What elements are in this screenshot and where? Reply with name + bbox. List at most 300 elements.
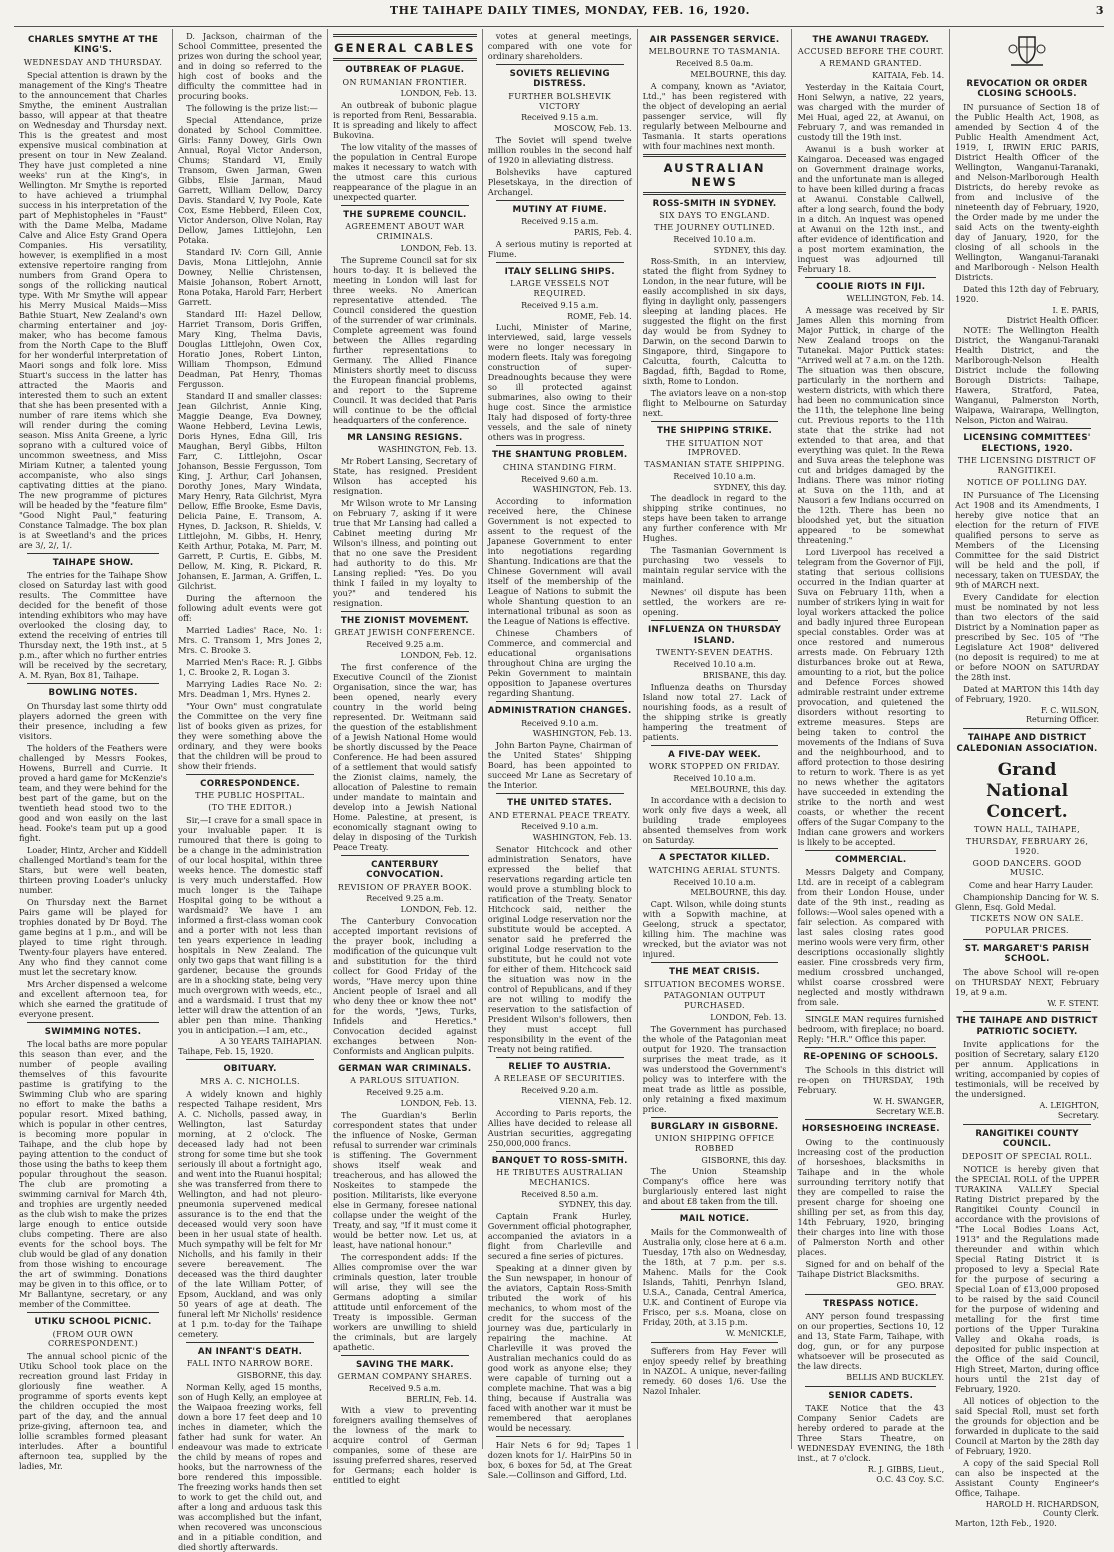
paragraph: The Supreme Council sat for six hours to-day. It is believed the meeting in London will last for three weeks. No American representative attended. The Council considered the question of the surrender of war criminals. Complete agreement was found between the Allies regarding further representations to Germany. The Allied Finance Ministers shortly meet to discuss the European financial problems, and report to the Supreme Council. It was decided that Paris will continue to be the official headquarters of the conference.	[332, 254, 477, 425]
paragraph: Norman Kelly, aged 15 months, son of Hugh Kelly, an employee at the Waipaoa freezing works, fell down a bore 17 feet deep and 10 inches in diameter, which the father had sunk for water. An endeavour was made to extricate the child by means of ropes and hooks, but the narrowness of the bore rendered this impossible. The freezing works hands then set to work to get the child out, and after a long and arduous task this was accomplished but the infant, when recovered was unconscious and in a pitiable condition, and died shortly afterwards.	[178, 1381, 322, 1552]
subheadline: THE JOURNEY OUTLINED.	[654, 223, 775, 232]
signature: F. C. WILSON,	[1040, 705, 1099, 715]
article-infant-death	[178, 1347, 322, 1552]
dateline: LONDON, Feb. 12.	[400, 905, 477, 915]
subheadline: GERMAN COMPANY SHARES.	[337, 1372, 473, 1382]
divider	[341, 205, 469, 206]
paragraph: ANY person found trespassing on our properties, Sections 10, 12 and 13, State Farm, Taihape, with dog, gun, or for any purpose whatsoever will be prosecuted as the law directs.	[797, 1311, 945, 1372]
headline: MAIL NOTICE.	[679, 1214, 750, 1225]
subheadline: UNION SHIPPING OFFICE ROBBED	[654, 1134, 775, 1153]
paragraph: Sir,—I crave for a small space in your invaluable paper. It is rumoured that there is going to be a change in the administration of our local hospital, within three weeks hence. The domestic staff is very much understaffed. How much longer is the Taihape Hospital going to be without a wardsmaid? We have I am informed a first-class woman cook and a porter with not less than ten years experience in leading hospitals in New Zealand. The only two gaps that want filling is a gardener, because the grounds are in a shocking state, being very much overgrown with weeds, etc., and a wardsmaid. I trust that my letter will draw the attention of an abler pen than mine. Thanking you in anticipation.—I am, etc.,	[178, 814, 322, 1035]
headline: MUTINY AT FIUME.	[512, 204, 607, 215]
article-commercial	[797, 855, 944, 1007]
dateline: BERLIN, Feb. 14.	[406, 1394, 477, 1404]
paragraph: On Thursday next the Barnet Pairs game will be played for trophies donated by Dr Boyd. The game begins at 1 p.m., and will be played to time right through. Twenty-four players have entered. Any who find they cannot come must let the secretary know.	[19, 896, 168, 977]
paragraph: Yesterday in the Kaitaia Court, Honi Selwyn, a native, 22 years, was charged with the murder of Mei Huai, aged 22, at Awanui, on February 7, and was remanded in custody till the 19th inst.	[797, 81, 945, 142]
headline: CORRESPONDENCE.	[200, 779, 300, 789]
paragraph: Speaking at a dinner given by the Sun newspaper, in honour of the aviators, Captain Ross-Smith tributed the work of his mechanics, to whom most of the credit for the success of the journey was due, particularly in repairing the machine. At Charleville it was proved the Australian mechanics could do as good work as anyone else; they were capable of turning out a complete machine. That was a big thing, because if Australia was faced with another war it must be remembered that aeroplanes would be necessary.	[487, 1263, 632, 1434]
received-time: Received 9.15 a.m.	[521, 300, 599, 310]
masthead	[14, 4, 1104, 27]
divider	[805, 277, 936, 278]
dateline: MELBOURNE, this day.	[690, 888, 787, 898]
divider	[496, 64, 624, 65]
article-saving-mark	[333, 1360, 477, 1486]
paragraph: TAKE Notice that the 43 Company Senior Cadets are hereby ordered to parade at the Three Stars Theatre, on WEDNESDAY EVENING, the 18th inst., at 7 o'clock.	[797, 1403, 945, 1464]
divider	[341, 1059, 469, 1060]
masthead-title: THE TAIHAPE DAILY TIMES, MONDAY, FEB. 16, 1920.	[389, 4, 750, 17]
dateline: WELLINGTON, Feb. 14.	[846, 294, 945, 304]
paragraph: "Your Own" must congratulate the Committee on the very fine list of books given as prizes, for they were something above the ordinary, and they were books that the children will be proud to show their friends.	[178, 701, 322, 771]
divider	[805, 1047, 936, 1048]
headline: BANQUET TO ROSS-SMITH.	[491, 1155, 628, 1166]
paragraph: Mr Wilson wrote to Mr Lansing on February 7, asking if it were true that Mr Lansing had called a Cabinet meeting during Mr Wilson's illness, and pointing out that no one save the President had authority to do this. Mr Lansing replied: "Yes. Do you think I failed in my loyalty to you?" and tendered his resignation.	[332, 497, 477, 608]
coat-of-arms-icon	[955, 33, 1099, 75]
paragraph: IN Pursuance of The Licensing Act 1908 and its Amendments, I hereby give notice that an election for the return of FIVE qualified persons to serve as Members of the Licensing Committee for the said District will be held and the poll, if necessary, taken on TUESDAY, the 9th of MARCH next.	[955, 489, 1099, 590]
paragraph: Invite applications for the position of Secretary, salary £120 per annum. Applications in writing, accompanied by copies of testimonials, will be received by the undersigned.	[955, 1039, 1099, 1100]
headline: COMMERCIAL.	[835, 854, 907, 865]
article-air-passenger	[643, 35, 787, 151]
headline: SWIMMING NOTES.	[44, 1026, 142, 1037]
article-bowling	[19, 688, 167, 1018]
received-time: Received 9.15 a.m.	[521, 113, 599, 123]
headline: THE SHIPPING STRIKE.	[656, 426, 773, 437]
divider	[186, 1342, 314, 1343]
paragraph: The entries for the Taihape Show closed on Saturday last with good results. The Committee have decided for the benefit of those intending exhibitors who may have overlooked the closing day, to extend the receiving of entries till Thursday next, the 19th inst., at 5 p.m., after which no further entries will be received by the secretary, A. M. Ryan, Box 81, Taihape.	[19, 570, 168, 681]
divider	[27, 683, 159, 684]
headline: RELIEF TO AUSTRIA.	[508, 1061, 612, 1072]
signature: HAROLD H. RICHARDSON,	[985, 1499, 1099, 1509]
headline: CHARLES SMYTHE AT THE KING'S.	[27, 35, 159, 56]
received-time: Received 9.5 a.m.	[368, 1383, 441, 1393]
headline: THE AWANUI TRAGEDY.	[812, 35, 930, 45]
paragraph: D. Jackson, chairman of the School Committee, presented the prizes won during the school year, and in doing so referred to the high cost of books and the difficulty the committee had in procuring books.	[178, 31, 322, 101]
signature-date: Taihape, Feb. 15, 1920.	[178, 1046, 274, 1056]
divider	[651, 620, 779, 621]
divider	[963, 728, 1091, 729]
headline: SENIOR CADETS.	[828, 1390, 914, 1401]
article-meat-crisis	[643, 967, 787, 1113]
paragraph: Standard IV: Corn Gill, Annie Davis, Mona Littlejohn, Annie Downey, Nellie Christensen, Maisie Johanson, Robert Arnott, Rona Potaka, Harold Farr, Herbert Garrett.	[178, 247, 322, 307]
signature-title: County Clerk.	[1042, 1509, 1099, 1519]
dateline: MELBOURNE, this day.	[690, 784, 787, 794]
signature: A 30 YEARS TAIHAPIAN.	[220, 1036, 322, 1046]
article-austria	[488, 1062, 632, 1148]
signature-date: Marton, 12th Feb., 1920.	[955, 1519, 1057, 1529]
paragraph: The Government has purchased the whole of the Patagonian meat output for 1920. The transaction surprises the meat trade, as it was understood the Government's policy was to interfere with the meat trade as little as possible, only retaining a fixed maximum price.	[642, 1023, 787, 1114]
received-time: Received 10.10 a.m.	[673, 234, 756, 244]
subheadline: WEDNESDAY AND THURSDAY.	[23, 57, 163, 67]
subheadline: TASMANIAN STATE SHIPPING.	[644, 460, 785, 470]
divider	[805, 1386, 936, 1387]
headline: ROSS-SMITH IN SYDNEY.	[652, 198, 777, 209]
paragraph: A widely known and highly respected Taihape resident, Mrs A. C. Nicholls, passed away, in Wellington, last Saturday morning, at 2 o'clock. The deceased lady had not been strong for some time but she took seriously ill about a fortnight ago, and went into the Ruanui hospital; she was transferred from there to Wellington, and had not pleuro-pneumonia supervened medical assurance is to the end that the deceased would very soon have been in her usual state of health. Much sympathy will be felt for Mr Nicholls, and his family in their severe bereavement. The deceased was the third daughter of the late William Potter, of Epsom, Auckland, and was only 50 years of age at death. The funeral left Mr Nicholls' residence at 1 p.m. to-day for the Taihape cemetery.	[178, 1088, 322, 1339]
subheadline: A RELEASE OF SECURITIES.	[494, 1074, 626, 1084]
notice-licensing	[955, 433, 1099, 725]
divider	[496, 262, 624, 263]
column-2	[173, 29, 328, 1552]
notice-revocation	[955, 79, 1099, 425]
article-swimming	[19, 1027, 167, 1309]
divider	[651, 1342, 779, 1343]
subheadline: (TO THE EDITOR.)	[208, 803, 292, 813]
paragraph: In accordance with a decision to work only five days a week, all building trade employees absented themselves from work on Saturday.	[642, 795, 787, 846]
article-obituary	[178, 1064, 322, 1338]
subheadline: THE LICENSING DISTRICT OF RANGITIKEI.	[957, 456, 1097, 476]
signature: W. F. STENT.	[1047, 998, 1099, 1008]
headline: AN INFANT'S DEATH.	[197, 1346, 303, 1357]
paragraph: The Soviet will spend twelve million roubles in the second half of 1920 in alleviating distress.	[487, 134, 632, 165]
dateline: SYDNEY, this day.	[713, 482, 787, 492]
subheadline: GREAT JEWISH CONFERENCE.	[334, 628, 476, 638]
article-italy-ships	[488, 267, 632, 442]
paragraph: The low vitality of the masses of the population in Central Europe makes it necessary to watch with the utmost care this curious reappearance of the plague in an unexpected quarter.	[332, 142, 477, 202]
paragraph: votes at general meetings, compared with one vote for ordinary shareholders.	[487, 31, 632, 61]
column-4	[483, 29, 638, 1481]
divider	[27, 1312, 159, 1313]
subheadline: ON RUMANIAN FRONTIER.	[342, 77, 468, 87]
received-time: Received 10.10 a.m.	[673, 660, 756, 670]
divider	[496, 701, 624, 702]
article-plague	[333, 65, 477, 202]
paragraph: The annual school picnic of the Utiku School took place on the recreation ground last Friday in gloriously fine weather. A programme of sports events kept the children occupied the most part of the day, and the annual prize-giving, afternoon tea, and lollie scrambles formed pleasant interludes. After a bountiful afternoon tea, supplied by the ladies, Mr.	[19, 1351, 168, 1472]
paragraph: IN pursuance of Section 18 of the Public Health Act, 1908, as amended by Section 4 of the Public Health Amendment Act, 1919, I, IRWIN ERIC PARIS, District Health Officer of the Wellington, Wanganui-Taranaki, and Nelson-Marlborough Health Districts, do hereby revoke as from and inclusive of the nineteenth day of February, 1920, the Order made by me under the said Acts on the twenty-eighth day of January, 1920, for the closing of all schools in the Wellington, Wanganui-Taranaki and Marlborough - Nelson Health Districts.	[955, 101, 1099, 282]
article-smythe	[19, 35, 167, 550]
headline: THE TAIHAPE AND DISTRICT PATRIOTIC SOCIETY.	[956, 1016, 1098, 1037]
headline: MR LANSING RESIGNS.	[347, 432, 463, 443]
subheadline: FALL INTO NARROW BORE.	[186, 1359, 314, 1369]
divider	[496, 793, 624, 794]
signature: GEO. BRAY.	[896, 1280, 945, 1290]
dateline: LONDON, Feb. 13.	[400, 1098, 477, 1108]
article-correspondence	[178, 779, 322, 1056]
divider	[496, 445, 624, 446]
paragraph: Chinese Chambers of Commerce, and commercial and educational organisations throughout China are urging the Pekin Government to maintain opposition to Japanese overtures regarding Shantung.	[487, 628, 632, 699]
subheadline: A REMAND GRANTED.	[819, 59, 922, 69]
received-time: Received 9.25 a.m.	[366, 1088, 444, 1098]
divider	[651, 421, 779, 422]
subheadline: AND ETERNAL PEACE TREATY.	[488, 810, 631, 820]
paragraph: Standard II and smaller classes: Jean Gilchrist, Annie King, Maggie Deange, Eva Downey, Waone Hebberd, Levina Lewis, Doris Hynes, Edna Gill, Iris Maughan, Beryl Gibbs, Hilton Farr, C. Littlejohn, Oscar Johanson, Bessie Fergusson, Tom King, J. Arthur, Carl Johansen, Dorothy Jones, Mary Windata, Mary Henry, Rata Gilchrist, Myra Dellow, Effie Brooke, Esme Davis, Delicia Paine, E. Transom, A. Hynes, D. Jackson, R. Shields, V. Littlejohn, M. Gibbs, H. Henry, Keith Arthur, Potaka, M. Parr, M. Garrett, P. Curtis, E. Gibbs, M. Dellow, M. King, R. Pickard, R. Johansen, E. Jarman, A. Griffen, L. Gilchrist.	[178, 391, 322, 591]
paragraph: The Union Steamship Company's office here was burglariously entered last night and about £8 taken from the till.	[642, 1166, 787, 1207]
received-time: Received 9.20 a.m.	[521, 1086, 599, 1096]
received-time: Received 9.10 a.m.	[521, 718, 599, 728]
subheadline: DEPOSIT OF SPECIAL ROLL.	[961, 1151, 1093, 1161]
divider	[333, 58, 477, 61]
dateline: SYDNEY, this day.	[558, 1200, 632, 1210]
article-united-states	[488, 798, 632, 1054]
section-title: AUSTRALIAN NEWS	[663, 160, 766, 189]
signature: I. E. PARIS,	[1052, 305, 1099, 315]
headline: BOWLING NOTES.	[48, 688, 138, 699]
article-zionist	[333, 616, 477, 852]
column-5	[638, 29, 793, 1449]
dateline: WASHINGTON, Feb. 13.	[377, 445, 477, 455]
notice-patriotic-society	[955, 1016, 1099, 1120]
divider	[496, 1151, 624, 1152]
article-influenza	[643, 625, 787, 741]
subheadline: THE SITUATION NOT IMPROVED.	[666, 438, 763, 458]
column-6	[792, 29, 950, 1485]
dateline: LONDON, Feb. 13.	[400, 89, 477, 99]
divider	[341, 428, 469, 429]
notice-rangitikei	[955, 1129, 1099, 1529]
divider	[186, 774, 314, 775]
paragraph: The following is the prize list:—	[186, 103, 318, 113]
paragraph: According to Paris reports, the Allies have decided to release all Austrian securities, aggregating 250,000,000 francs.	[487, 1107, 632, 1148]
columns	[14, 29, 1104, 1552]
article-awanui	[797, 35, 944, 274]
advertisement: Sufferers from Hay Fever will enjoy speedy relief by breathing in NAZOL. A unique, never-failing remedy. 60 doses 1/6. Use the Nazol Inhaler.	[642, 1345, 787, 1396]
subheadline: FURTHER BOLSHEVIK VICTORY	[508, 91, 612, 111]
article-utiku-picnic	[19, 1317, 167, 1471]
page-number: 3	[1095, 4, 1104, 17]
ad-caledonian-concert	[955, 733, 1099, 935]
subheadline: (FROM OUR OWN CORRESPONDENT.)	[48, 1329, 139, 1349]
divider	[963, 939, 1091, 940]
dateline: PARIS, Feb. 4.	[574, 228, 632, 238]
headline: AIR PASSENGER SERVICE.	[649, 35, 780, 45]
signature: W. McNICKLE,	[725, 1328, 787, 1338]
headline: TAIHAPE AND DISTRICT CALEDONIAN ASSOCIATION.	[956, 733, 1098, 754]
paragraph: The aviators leave on a non-stop flight to Melbourne on Saturday next.	[642, 388, 787, 419]
paragraph: Special attention is drawn by the management of the King's Theatre to the announcement that Charles Smythe, the eminent Australian basso, will appear at that theatre on Wednesday and Thursday next. This is the greatest and most expensive musical combination at present on tour in New Zealand. They have just completed a nine weeks' run at the King's, in Wellington. Mr Smythe is reported to have achieved a triumphal success in his interpretation of the part of Mephistopheles in "Faust" with the Dame Melba, Madame Calve and Alice Esty Grand Opera Companies. His versatility, however, is exemplified in a most extensive repertoire ranging from numbers from Grand Opera to songs of the rollicking nautical type. With Mr Smythe will appear his Merry Musical Maids—Miss Bathie Stuart, New Zealand's own charming entertainer and joy-maker, who has become famous from the North Cape to the Bluff for her wonderful interpretation of Maori songs and folk lore. Miss Stuart's success in the latter has attracted the Maoris and interested them to such an extent that she has been presented with a number of rare items which she will render during the coming season. Miss Anita Greene, a lyric soprano with a cultured voice of uncommon sweetness, and Miss Miriam Kutner, a talented young accompaniste, who also sings captivating ditties at the piano. The new programme of pictures will be headed by the "feature film" "Good Night Paul," featuring Constance Talmadge. The box plan is at Sweetland's and the prices are 3/, 2/, 1/.	[19, 69, 168, 550]
divider	[186, 1059, 314, 1060]
headline: UTIKU SCHOOL PICNIC.	[34, 1317, 152, 1328]
paragraph: A copy of the said Special Roll can also be inspected at the Assistant County Engineer's Office, Taihape.	[955, 1457, 1099, 1498]
column-1	[14, 29, 173, 1472]
signature-title: Secretary W.E.B.	[875, 1106, 945, 1116]
received-time: Received 10.10 a.m.	[673, 471, 756, 481]
article-fiume	[488, 205, 632, 259]
paragraph: Awanui is a bush worker at Kaingaroa. Deceased was engaged on Government drainage works, and the unfortunate man is alleged to have been killed during a fracas at Awanui. Constable Callwell, after a long search, found the body in a ditch. An inquest was opened at Awanui on the 12th inst., and after evidence of identification and a post mortem examination, the inquest was adjourned till February 18.	[797, 143, 945, 274]
divider	[333, 34, 477, 37]
paragraph: SINGLE MAN requires furnished bedroom, with fireplace; no board. Reply: "H.R." Office this paper.	[797, 1014, 945, 1045]
headline: ITALY SELLING SHIPS.	[504, 266, 615, 277]
divider	[496, 1436, 624, 1437]
subheadline: THE PUBLIC HOSPITAL.	[195, 791, 305, 801]
paragraph: Every Candidate for election must be nominated by not less than two electors of the said District by a Nomination paper as prescribed by Sec. 105 of "The Legislature Act 1908" delivered (no deposit is required) to me at or before NOON on SATURDAY the 28th inst.	[955, 591, 1099, 682]
signature-title: Secretary.	[1057, 1111, 1099, 1121]
paragraph: Mr Robert Lansing, Secretary of State, has resigned. President Wilson has accepted his resignation.	[332, 455, 477, 496]
headline: TRESPASS NOTICE.	[823, 1298, 919, 1309]
dateline: WASHINGTON, Feb. 13.	[532, 833, 632, 843]
divider	[805, 1294, 936, 1295]
article-administration	[488, 706, 632, 790]
received-time: Received 8.5 0a.m.	[675, 59, 754, 69]
divider	[643, 192, 787, 195]
headline: THE ZIONIST MOVEMENT.	[340, 615, 469, 626]
headline: THE UNITED STATES.	[507, 798, 613, 809]
paragraph: Messrs Dalgety and Company, Ltd. are in receipt of a cablegram from their London House, under date of the 9th inst., reading as follows:—Wool sales opened with a fair selection. As compared with last sales closing rates good merino wools were very firm, other descriptions occasionally slightly easier. Fine crossbreds very firm, medium crossbred unchanged, whilst coarse crossbred were neglected and mostly withdrawn from sale.	[797, 867, 945, 1008]
divider	[805, 1010, 936, 1011]
article-shipping-strike	[643, 426, 787, 617]
subheadline: THURSDAY, FEBRUARY 26, 1920.	[965, 837, 1089, 856]
notice-st-margarets	[955, 944, 1099, 1009]
subheadline: MELBOURNE TO TASMANIA.	[648, 47, 781, 57]
paragraph: The first conference of the Executive Council of the Zionist Organisation, since the war, has been opened, nearly every country in the world being represented. Dr. Weitmann said the question of the establishment of a Jewish National Home would be shortly discussed by the Peace Conference. He had been assured of a settlement that would satisfy the Zionist claims, namely, the allocation of Palestine to remain under mandate to maintain and develop into a Jewish National Home. Palestine, at present, is economically stagnant owing to delay in disposing of the Turkish Peace Treaty.	[332, 661, 477, 852]
section-title: GENERAL CABLES	[334, 41, 476, 55]
dateline: LONDON, Feb. 12.	[400, 650, 477, 660]
headline: COOLIE RIOTS IN FIJI.	[816, 281, 926, 292]
paragraph: The above School will re-open on THURSDAY NEXT, February 19, at 9 a.m.	[955, 966, 1099, 997]
paragraph: Mails for the Commonwealth of Australia only, close here at 6 a.m. Tuesday, 17th also on Wednesday, the 18th, at 7 p.m. per s.s. Mahenc. Mails for the Cook Islands, Tahiti, Penrhyn Island, U.S.A., Canada, Central America, U.K. and Continent of Europe via Frisco, per s.s. Moana, close on Friday, 20th, at 3.15 p.m.	[642, 1226, 787, 1327]
dateline: ROME, Feb. 14.	[567, 311, 632, 321]
divider	[805, 1119, 936, 1120]
paragraph: The deadlock in regard to the shipping strike continues, no steps have been taken to arrange any further conference with Mr Hughes.	[642, 493, 787, 544]
divider	[496, 200, 624, 201]
headline: ADMINISTRATION CHANGES.	[487, 706, 632, 717]
paragraph: NOTE: The Wellington Health District, the Wanganui-Taranaki Health District, and the Marlborough-Nelson Health District include the following Borough Districts: Taihape, Hawera, Stratford, Patea, Wanganui, Palmerston North, Waipawa, Wairarapa, Wellington, Nelson, Picton and Wairau.	[955, 325, 1099, 426]
headline: OUTBREAK OF PLAGUE.	[345, 65, 465, 76]
article-taihape-show	[19, 558, 167, 680]
article-prize-list	[178, 31, 322, 771]
paragraph: With a view to preventing foreigners availing themselves of the lowness of the mark to acquire control of German companies, some of these are issuing preferred shares, reserved for Germans; each holder is entitled to eight	[332, 1405, 477, 1486]
headline: HORSESHOEING INCREASE.	[801, 1124, 940, 1135]
signature: A. LEIGHTON,	[1039, 1101, 1099, 1111]
article-ross-smith-sydney	[643, 199, 787, 418]
headline: THE SUPREME COUNCIL.	[343, 210, 467, 220]
divider	[341, 611, 469, 612]
paragraph: John Barton Payne, Chairman of the United States' Shipping Board, has been appointed to succeed Mr Lane as Secretary of the Interior.	[487, 740, 632, 791]
headline: RANGITIKEI COUNTY COUNCIL.	[975, 1128, 1079, 1150]
signature-title: Returning Officer.	[1026, 715, 1099, 725]
article-war-criminals	[333, 1064, 477, 1352]
divider	[651, 848, 779, 849]
paragraph: Come and hear Harry Lauder.	[968, 880, 1094, 891]
divider	[651, 745, 779, 746]
subheadline: LARGE VESSELS NOT REQUIRED.	[510, 279, 610, 299]
divider	[963, 1124, 1091, 1125]
article-canterbury	[333, 860, 477, 1056]
article-spectator-killed	[643, 853, 787, 959]
headline: CANTERBURY CONVOCATION.	[366, 859, 444, 881]
paragraph: Bolsheviks have captured Plesetskaya, in the direction of Archangel.	[487, 166, 632, 197]
received-time: Received 8.50 a.m.	[521, 1189, 599, 1199]
received-time: Received 9.25 a.m.	[366, 640, 444, 650]
headline: A SPECTATOR KILLED.	[659, 853, 771, 864]
paragraph: An outbreak of bubonic plague is reported from Reni, Bessarabia. It is spreading and likely to affect Bukovina.	[332, 100, 477, 140]
subheadline: SIX DAYS TO ENGLAND.	[659, 211, 770, 221]
headline: THE SHANTUNG PROBLEM.	[491, 450, 628, 461]
subheadline: HE TRIBUTES AUSTRALIAN MECHANICS.	[496, 1168, 624, 1187]
headline: SOVIETS RELIEVING DISTRESS.	[509, 69, 610, 90]
subheadline: POPULAR PRICES.	[985, 925, 1069, 935]
subheadline: WATCHING AERIAL STUNTS.	[648, 865, 781, 875]
article-continued	[488, 31, 632, 61]
divider	[651, 1209, 779, 1210]
signature: W. H. SWANGER,	[873, 1096, 945, 1106]
paragraph: Senator Hitchcock and other administration Senators, have expressed the belief that reservations regarding article ten would prove a stumbling block to ratification of the Treaty. Senator Hitchcock said, neither the original Lodge reservation nor the substitute would be accepted. A senator said he preferred the original Lodge reservation to the substitute, but he could not vote for either of them. Hitchcock said the situation was now in the control of Republicans, and if they are not willing to modify the reservation to the satisfaction of President Wilson's followers, then they must accept full responsibility in the event of the Treaty not being ratified.	[487, 843, 632, 1054]
paragraph: Mrs Archer dispensed a welcome and excellent afternoon tea, for which she earned the gratitude of everyone present.	[19, 978, 168, 1019]
received-time: Received 9.10 a.m.	[521, 822, 599, 832]
notice-trespass	[797, 1299, 944, 1383]
divider	[651, 962, 779, 963]
paragraph: Standard III: Hazel Dellow, Harriet Transom, Doris Griffen, Mary King, Thelma Davis, Douglas Littlejohn, Owen Cox, Horatio Jones, Robert Linton, William Thompson, Edmund Deadman, Pat Henry, Thomas Fergusson.	[178, 309, 322, 389]
dateline: MOSCOW, Feb. 13.	[554, 124, 632, 134]
subheadline: SITUATION BECOMES WORSE.	[643, 979, 786, 989]
paragraph: Lord Liverpool has received a telegram from the Governor of Fiji, stating that serious collisions occurred in the Indian quarter at Suva on February 11th, when a number of strikers lying in wait for loyal workers attacked the police and badly injured three European special constables. Order was at once restored and numerous arrests made. On February 12th disturbances broke out at Rewa, amounting to a riot, but the police and Defence Forces showed admirable restraint under extreme provocation, and quietened the disorders without resorting to extreme measures. Steps are being taken to control the movements of the Indians of Suva and the neighbourhood, and to afford protection to those desiring to return to work. There is as yet no news whether the agitators have succeeded in extending the strike to the north and west coasts, or whether the recent offers of the Sugar Company to the Indian cane growers and workers is likely to be accepted.	[797, 546, 945, 847]
paragraph: The Tasmanian Government is purchasing two vessels to maintain regular service with the mainland.	[642, 545, 787, 586]
headline: A FIVE-DAY WEEK.	[668, 749, 761, 760]
paragraph: Newnes' oil dispute has been settled, the workers are re-opening.	[642, 587, 787, 618]
headline: GERMAN WAR CRIMINALS.	[338, 1063, 472, 1074]
divider	[643, 154, 787, 157]
paragraph: Influenza deaths on Thursday Island now total 27. Lack of nourishing foods, as a result of the shipping strike is greatly hampering the treatment of patients.	[642, 681, 787, 742]
article-five-day-week	[643, 750, 787, 846]
paragraph: The holders of the Feathers were challenged by Messrs Fookes, Howens, Burrell and Currie. It proved a hard game for McKenzie's team, and they were behind for the best part of the game, but on the twentieth head stood two to the good and won easily on the last head. Fooke's team put up a good fight.	[19, 742, 168, 843]
notice-cadets	[797, 1391, 944, 1485]
dateline: KAITAIA, Feb. 14.	[872, 70, 945, 80]
dateline: SYDNEY, this day.	[713, 245, 787, 255]
headline: RE-OPENING OF SCHOOLS.	[803, 1052, 939, 1063]
notice-horseshoeing	[797, 1124, 944, 1290]
paragraph: The Guardian's Berlin correspondent states that under the influence of Noske, German refusal to surrender war criminals is stiffening. The Government shows itself weak and treacherous, and has allowed the Noskeites to stampede the position. Militarists, like everyone else in Germany, foresee national collapse under the weight of the Treaty, and say, "If it must come it would be better now. Let us, at least, have national honour."	[332, 1109, 477, 1250]
headline: THE MEAT CRISIS.	[669, 967, 761, 978]
paragraph: A message was received by Sir James Allen this morning from Major Puttick, in charge of the New Zealand troops on the Tutanekai. Major Puttick states: "Arrived well at 7 a.m. on the 12th. The situation was then obscure, particularly in the northern and western districts, with which there had been no communication since the 11th, the telephone line being cut. Previous reports to the 11th state that the strike had not extended to that area, and that everything was quiet. In the Rewa and Suva areas the telephone was cut and bridges damaged by the Indians. There was minor rioting at Suva on the 11th, and at Nausori a few Indians occurred on the 12th. There has been no bloodshed yet, but the situation appeared to be somewhat threatening."	[797, 304, 945, 545]
paragraph: Capt. Wilson, while doing stunts with a Sopwith machine, at Geelong, struck a spectator, killing him. The machine was wrecked, but the aviator was not injured.	[642, 899, 787, 960]
article-fiji-riots	[797, 282, 944, 847]
article-soviets	[488, 69, 632, 197]
headline: SAVING THE MARK.	[355, 1359, 454, 1370]
divider	[496, 1057, 624, 1058]
divider	[805, 850, 936, 851]
paragraph: Marrying Ladies Race No. 2: Mrs. Deadman 1, Mrs. Hynes 2.	[178, 679, 322, 699]
notice-schools	[797, 1052, 944, 1116]
paragraph: During the afternoon the following adult events were got off:	[178, 593, 322, 623]
column-3	[328, 29, 483, 1486]
dateline: GISBORNE, this day.	[701, 1155, 787, 1165]
signature: R. J. GIBBS, Lieut.,	[867, 1465, 945, 1475]
paragraph: Owing to the continuously increasing cost of the production of horseshoes, blacksmiths in Taihape and in the whole surrounding territory notify that they are compelled to raise the present charge for shoeing one shilling per set, as from this day, 14th February, 1920, bringing their charges into line with those of Palmerston North and other places.	[797, 1136, 945, 1257]
dateline: GISBORNE, this day.	[236, 1370, 322, 1380]
paragraph: Luchi, Minister of Marine, interviewed, said, large vessels were no longer necessary in modern fleets. Italy was foregoing construction of super-Dreadnoughts because they were so ill protected against submarines, also owing to their huge cost. Since the armistice Italy had disposed of forty-three vessels, and the sale of ninety others was in progress.	[487, 322, 632, 443]
paragraph: The correspondent adds: If the Allies compromise over the war criminals question, later trouble will arise, they will see the Germans adopting a similar attitude until enforcement of the Treaty is impossible. German workers are unwilling to shield the criminals, but are largely apathetic.	[332, 1251, 477, 1352]
subheadline: A PARLOUS SITUATION.	[350, 1076, 460, 1086]
dateline: VIENNA, Feb. 12.	[559, 1096, 632, 1106]
subheadline: NOTICE OF POLLING DAY.	[966, 477, 1088, 487]
subheadline: CHINA STANDING FIRM.	[502, 462, 617, 472]
divider	[651, 1117, 779, 1118]
received-time: Received 10.10 a.m.	[673, 773, 756, 783]
subheadline: GOOD DANCERS. GOOD MUSIC.	[972, 858, 1082, 878]
subheadline: PATAGONIAN OUTPUT PURCHASED.	[663, 991, 766, 1011]
article-shantung	[488, 450, 632, 698]
paragraph: Championship Dancing for W. S. Glenn, Esq. Gold Medal.	[955, 892, 1099, 913]
divider	[27, 553, 159, 554]
headline: OBITUARY.	[223, 1064, 277, 1075]
headline: LICENSING COMMITTEES' ELECTIONS, 1920.	[963, 433, 1091, 454]
paragraph: All notices of objection to the said Special Roll, must set forth the grounds for objection and be forwarded in duplicate to the said Council at Marton by the 28th day of February, 1920.	[955, 1395, 1099, 1456]
article-supreme-council	[333, 210, 477, 425]
paragraph: Married Ladies' Race, No. 1: Mrs. C. Transom 1, Mrs Jones 2, Mrs. C. Brooke 3.	[178, 625, 322, 655]
subheadline: TICKETS NOW ON SALE.	[970, 914, 1084, 924]
subheadline: ACCUSED BEFORE THE COURT.	[797, 47, 944, 57]
paragraph: The Canterbury Convocation accepted important revisions of the prayer book, including a modification of the quicunque vult and substitution for the third collect for Good Friday of the words, "Have mercy upon thine Ancient people of Israel and all who deny thee or know thee not" for the words, "Jews, Turks, Infidels and Heretics." Convocation decided against exchanges between Non-Conformists and Anglican pulpits.	[332, 915, 477, 1056]
dateline: BRISBANE, this day.	[702, 670, 787, 680]
article-ross-smith-banquet	[488, 1156, 632, 1433]
article-burglary	[643, 1122, 787, 1207]
article-lansing	[333, 433, 477, 608]
paragraph: A serious mutiny is reported at Fiume.	[487, 238, 632, 259]
signature-title: District Health Officer.	[1006, 315, 1099, 325]
paragraph: The local baths are more popular this season than ever, and the number of people availing themselves of this favourite pastime is gratifying to the Swimming Club who are sparing no effort to make the baths a popular resort. Mixed bathing, which is popular in other centres, is becoming more popular in Taihape, and the club hope by paying attention to the conduct of those using the baths to keep them popular throughout the season. The club are promoting a swimming carnival for March 4th, and trophies are urgently needed as the club wish to make the prizes large enough to entice outside clubs competing. There are also events for the school boys. The club would be glad of any donation from those wishing to encourage the art of swimming. Donations may be given in to this office, or to Mr Ballantyne, secretary, or any member of the Committee.	[19, 1039, 168, 1310]
column-7	[950, 29, 1104, 1529]
divider	[341, 855, 469, 856]
paragraph: Special Attendance, prize donated by School Committee. Girls: Fanny Dowey, Girls Own Annual, Royal Victor Anderson, Chums; Standard VI, Emily Transom, Gwen Jarman, Gwen Gibbs, Elsie Jarman, Maud Garrett, William Dellow, Darcy Davis. Standard V, Ivy Poole, Kate Cox, Esme Hebberd, Eileen Cox, Victor Anderson, Olive Nolan, Ray Dellow, James Littlejohn, Len Potaka.	[178, 115, 322, 245]
dateline: LONDON, Feb. 13.	[710, 1012, 787, 1022]
notice-mail	[643, 1214, 787, 1338]
received-time: Received 9.60 a.m.	[521, 474, 599, 484]
